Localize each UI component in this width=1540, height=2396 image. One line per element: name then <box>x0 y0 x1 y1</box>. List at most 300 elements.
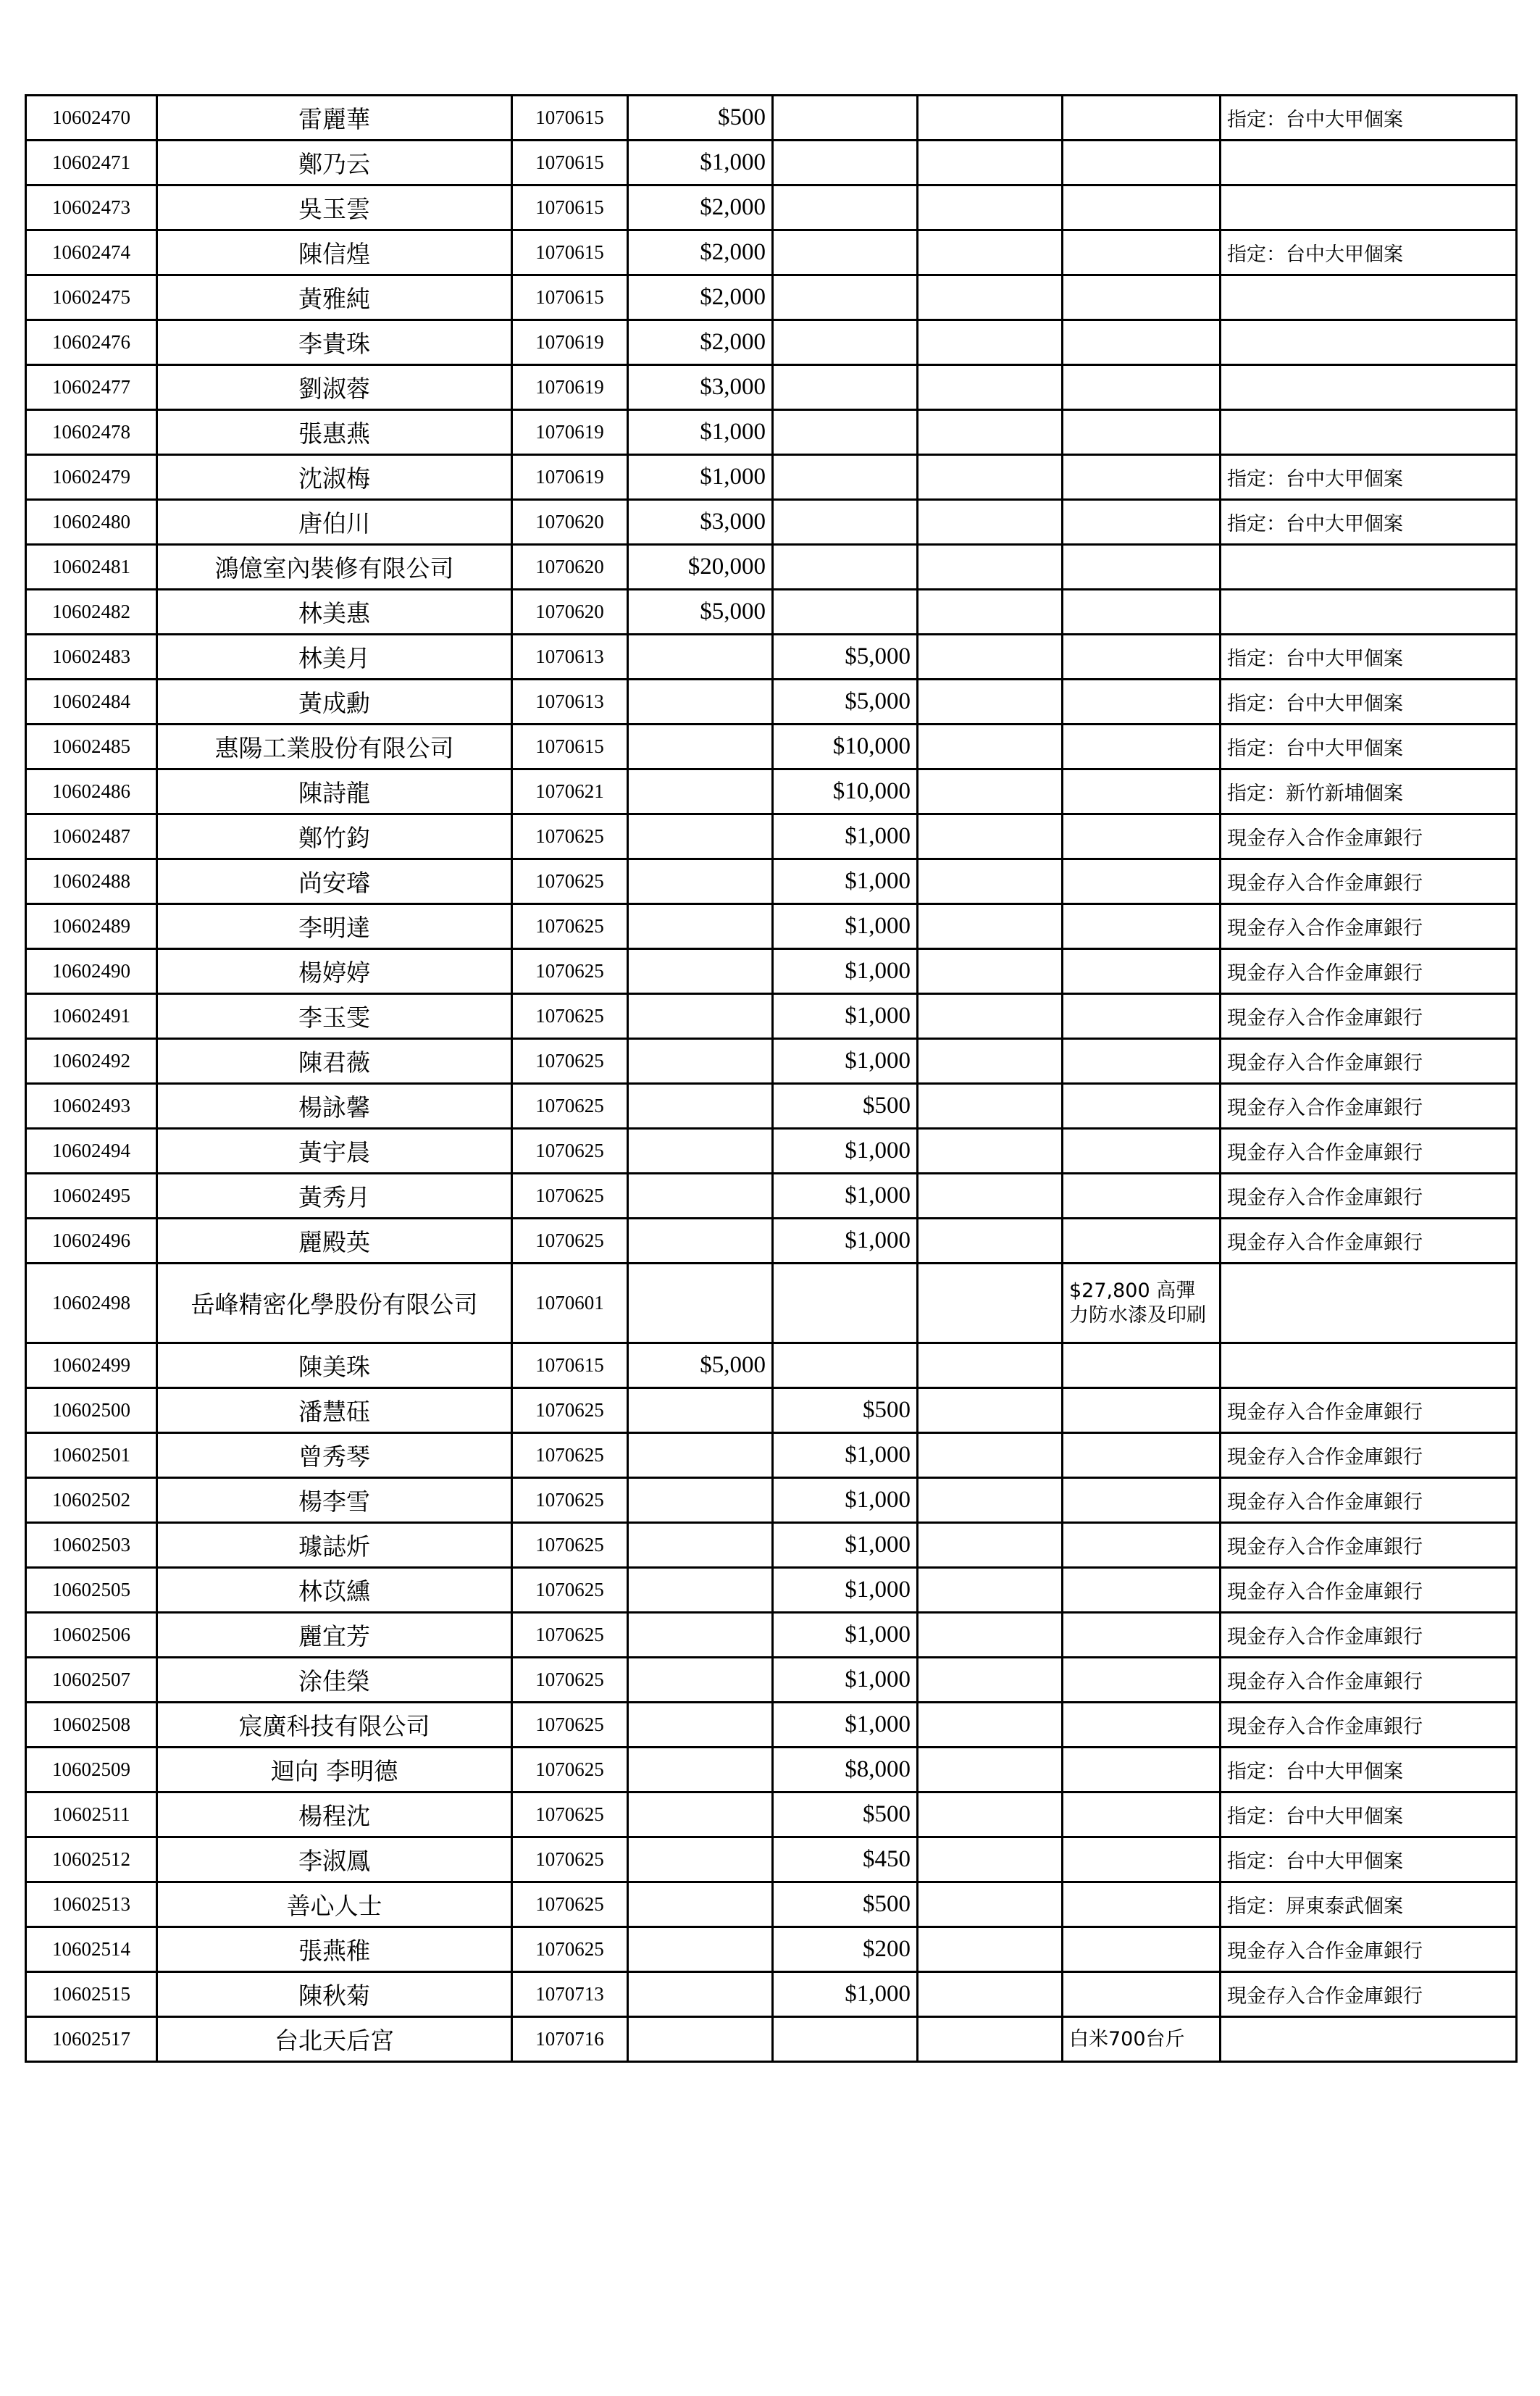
table-row <box>26 725 1517 769</box>
empty-cell <box>918 455 1063 500</box>
amount-cell-b: $500 <box>773 1882 918 1927</box>
note-cell <box>1221 365 1517 410</box>
donation-date-cell: 1070625 <box>512 1882 628 1927</box>
amount-cell-a: $2,000 <box>628 230 773 275</box>
receipt-number-cell: 10602489 <box>26 904 157 949</box>
amount-cell-a <box>628 1658 773 1703</box>
amount-cell-b: $1,000 <box>773 1433 918 1478</box>
note-cell <box>1221 545 1517 590</box>
in-kind-goods-cell <box>1063 185 1221 230</box>
donor-name-cell: 善心人士 <box>157 1882 512 1927</box>
empty-cell <box>918 725 1063 769</box>
in-kind-goods-cell <box>1063 994 1221 1039</box>
amount-cell-a: $2,000 <box>628 320 773 365</box>
amount-cell-b: $1,000 <box>773 994 918 1039</box>
note-cell: 現金存入合作金庫銀行 <box>1221 1084 1517 1129</box>
donor-name-cell: 陳秋菊 <box>157 1972 512 2017</box>
donation-date-cell: 1070625 <box>512 859 628 904</box>
receipt-number-cell: 10602509 <box>26 1748 157 1792</box>
note-cell: 現金存入合作金庫銀行 <box>1221 1129 1517 1174</box>
receipt-number-cell: 10602498 <box>26 1264 157 1343</box>
amount-cell-b <box>773 1264 918 1343</box>
amount-cell-a <box>628 1174 773 1219</box>
amount-cell-a <box>628 1039 773 1084</box>
table-row <box>26 635 1517 680</box>
amount-cell-a: $2,000 <box>628 185 773 230</box>
in-kind-goods-cell <box>1063 1703 1221 1748</box>
empty-cell <box>918 814 1063 859</box>
receipt-number-cell: 10602496 <box>26 1219 157 1264</box>
donation-date-cell: 1070625 <box>512 994 628 1039</box>
in-kind-goods-cell: $27,800 高彈力防水漆及印刷 <box>1063 1264 1221 1343</box>
table-row <box>26 680 1517 725</box>
note-cell: 現金存入合作金庫銀行 <box>1221 1219 1517 1264</box>
amount-cell-b <box>773 141 918 185</box>
table-row <box>26 500 1517 545</box>
table-row <box>26 1039 1517 1084</box>
empty-cell <box>918 230 1063 275</box>
empty-cell <box>918 2017 1063 2062</box>
amount-cell-a <box>628 994 773 1039</box>
receipt-number-cell: 10602477 <box>26 365 157 410</box>
amount-cell-b: $500 <box>773 1388 918 1433</box>
amount-cell-a <box>628 1748 773 1792</box>
note-cell: 指定：台中大甲個案 <box>1221 1837 1517 1882</box>
receipt-number-cell: 10602503 <box>26 1523 157 1568</box>
in-kind-goods-cell <box>1063 1792 1221 1837</box>
donation-date-cell: 1070625 <box>512 1658 628 1703</box>
in-kind-goods-cell <box>1063 1219 1221 1264</box>
table-row <box>26 410 1517 455</box>
receipt-number-cell: 10602512 <box>26 1837 157 1882</box>
note-cell: 指定：台中大甲個案 <box>1221 680 1517 725</box>
table-row <box>26 1129 1517 1174</box>
receipt-number-cell: 10602506 <box>26 1613 157 1658</box>
donation-date-cell: 1070619 <box>512 410 628 455</box>
donor-name-cell: 張惠燕 <box>157 410 512 455</box>
amount-cell-b <box>773 1343 918 1388</box>
amount-cell-a: $500 <box>628 96 773 141</box>
donation-date-cell: 1070625 <box>512 1748 628 1792</box>
empty-cell <box>918 275 1063 320</box>
empty-cell <box>918 1343 1063 1388</box>
in-kind-goods-cell <box>1063 635 1221 680</box>
donation-date-cell: 1070625 <box>512 1129 628 1174</box>
in-kind-goods-cell <box>1063 410 1221 455</box>
empty-cell <box>918 1219 1063 1264</box>
donor-name-cell: 麗殿英 <box>157 1219 512 1264</box>
empty-cell <box>918 1748 1063 1792</box>
table-row <box>26 1174 1517 1219</box>
receipt-number-cell: 10602515 <box>26 1972 157 2017</box>
receipt-number-cell: 10602507 <box>26 1658 157 1703</box>
receipt-number-cell: 10602486 <box>26 769 157 814</box>
amount-cell-b: $1,000 <box>773 1703 918 1748</box>
ledger-body <box>26 96 1517 2062</box>
donor-name-cell: 黃雅純 <box>157 275 512 320</box>
amount-cell-b: $10,000 <box>773 769 918 814</box>
in-kind-goods-cell <box>1063 455 1221 500</box>
donation-date-cell: 1070615 <box>512 725 628 769</box>
receipt-number-cell: 10602501 <box>26 1433 157 1478</box>
empty-cell <box>918 994 1063 1039</box>
in-kind-goods-cell <box>1063 725 1221 769</box>
donor-name-cell: 陳信煌 <box>157 230 512 275</box>
table-row <box>26 1084 1517 1129</box>
amount-cell-b: $450 <box>773 1837 918 1882</box>
donation-date-cell: 1070613 <box>512 680 628 725</box>
donor-name-cell: 宸廣科技有限公司 <box>157 1703 512 1748</box>
donation-date-cell: 1070620 <box>512 500 628 545</box>
note-cell: 指定：台中大甲個案 <box>1221 1792 1517 1837</box>
note-cell <box>1221 590 1517 635</box>
donation-date-cell: 1070625 <box>512 1613 628 1658</box>
amount-cell-b: $1,000 <box>773 1039 918 1084</box>
donor-name-cell: 林美惠 <box>157 590 512 635</box>
amount-cell-b: $5,000 <box>773 635 918 680</box>
empty-cell <box>918 545 1063 590</box>
in-kind-goods-cell <box>1063 1568 1221 1613</box>
note-cell: 現金存入合作金庫銀行 <box>1221 814 1517 859</box>
amount-cell-b: $1,000 <box>773 1972 918 2017</box>
receipt-number-cell: 10602483 <box>26 635 157 680</box>
donation-date-cell: 1070625 <box>512 1478 628 1523</box>
empty-cell <box>918 1433 1063 1478</box>
table-row <box>26 1927 1517 1972</box>
donation-date-cell: 1070625 <box>512 1219 628 1264</box>
in-kind-goods-cell <box>1063 1129 1221 1174</box>
amount-cell-a <box>628 1264 773 1343</box>
note-cell: 現金存入合作金庫銀行 <box>1221 1478 1517 1523</box>
amount-cell-b: $1,000 <box>773 1568 918 1613</box>
receipt-number-cell: 10602482 <box>26 590 157 635</box>
empty-cell <box>918 1084 1063 1129</box>
amount-cell-b: $1,000 <box>773 904 918 949</box>
note-cell <box>1221 275 1517 320</box>
donor-name-cell: 林苡纁 <box>157 1568 512 1613</box>
empty-cell <box>918 1792 1063 1837</box>
note-cell <box>1221 2017 1517 2062</box>
amount-cell-a <box>628 1882 773 1927</box>
empty-cell <box>918 1388 1063 1433</box>
table-row <box>26 320 1517 365</box>
donation-date-cell: 1070615 <box>512 230 628 275</box>
in-kind-goods-cell <box>1063 545 1221 590</box>
amount-cell-a <box>628 949 773 994</box>
donation-date-cell: 1070716 <box>512 2017 628 2062</box>
donor-name-cell: 潘慧砡 <box>157 1388 512 1433</box>
amount-cell-b: $500 <box>773 1792 918 1837</box>
empty-cell <box>918 1174 1063 1219</box>
table-row <box>26 1523 1517 1568</box>
receipt-number-cell: 10602502 <box>26 1478 157 1523</box>
note-cell: 現金存入合作金庫銀行 <box>1221 1658 1517 1703</box>
in-kind-goods-cell <box>1063 1174 1221 1219</box>
donation-date-cell: 1070620 <box>512 545 628 590</box>
donation-date-cell: 1070625 <box>512 949 628 994</box>
donor-name-cell: 涂佳榮 <box>157 1658 512 1703</box>
donation-date-cell: 1070625 <box>512 1927 628 1972</box>
amount-cell-a <box>628 2017 773 2062</box>
empty-cell <box>918 1568 1063 1613</box>
empty-cell <box>918 1478 1063 1523</box>
empty-cell <box>918 1927 1063 1972</box>
donor-name-cell: 台北天后宮 <box>157 2017 512 2062</box>
donation-date-cell: 1070615 <box>512 185 628 230</box>
empty-cell <box>918 1613 1063 1658</box>
amount-cell-b <box>773 185 918 230</box>
note-cell: 現金存入合作金庫銀行 <box>1221 904 1517 949</box>
note-cell: 現金存入合作金庫銀行 <box>1221 1927 1517 1972</box>
amount-cell-a <box>628 1084 773 1129</box>
receipt-number-cell: 10602490 <box>26 949 157 994</box>
donation-date-cell: 1070625 <box>512 1568 628 1613</box>
empty-cell <box>918 1972 1063 2017</box>
amount-cell-a: $20,000 <box>628 545 773 590</box>
in-kind-goods-cell <box>1063 1039 1221 1084</box>
in-kind-goods-cell <box>1063 1882 1221 1927</box>
note-cell: 指定：台中大甲個案 <box>1221 500 1517 545</box>
donor-name-cell: 劉淑蓉 <box>157 365 512 410</box>
donation-date-cell: 1070625 <box>512 1837 628 1882</box>
empty-cell <box>918 1039 1063 1084</box>
amount-cell-a <box>628 1129 773 1174</box>
note-cell: 現金存入合作金庫銀行 <box>1221 1433 1517 1478</box>
donor-name-cell: 尚安璿 <box>157 859 512 904</box>
amount-cell-a: $1,000 <box>628 410 773 455</box>
in-kind-goods-cell <box>1063 814 1221 859</box>
receipt-number-cell: 10602505 <box>26 1568 157 1613</box>
amount-cell-a <box>628 725 773 769</box>
receipt-number-cell: 10602500 <box>26 1388 157 1433</box>
amount-cell-a <box>628 1792 773 1837</box>
donation-date-cell: 1070625 <box>512 1433 628 1478</box>
in-kind-goods-cell <box>1063 1613 1221 1658</box>
empty-cell <box>918 500 1063 545</box>
table-row <box>26 1703 1517 1748</box>
amount-cell-b <box>773 365 918 410</box>
note-cell: 現金存入合作金庫銀行 <box>1221 1174 1517 1219</box>
amount-cell-a: $1,000 <box>628 141 773 185</box>
amount-cell-a: $5,000 <box>628 1343 773 1388</box>
receipt-number-cell: 10602491 <box>26 994 157 1039</box>
amount-cell-a <box>628 1478 773 1523</box>
note-cell <box>1221 410 1517 455</box>
empty-cell <box>918 1523 1063 1568</box>
donor-name-cell: 鄭竹鈞 <box>157 814 512 859</box>
note-cell <box>1221 1343 1517 1388</box>
amount-cell-a <box>628 680 773 725</box>
amount-cell-a <box>628 1837 773 1882</box>
note-cell: 現金存入合作金庫銀行 <box>1221 1039 1517 1084</box>
amount-cell-b: $1,000 <box>773 814 918 859</box>
empty-cell <box>918 141 1063 185</box>
amount-cell-a <box>628 1433 773 1478</box>
in-kind-goods-cell <box>1063 1433 1221 1478</box>
note-cell: 現金存入合作金庫銀行 <box>1221 994 1517 1039</box>
table-row <box>26 141 1517 185</box>
in-kind-goods-cell <box>1063 680 1221 725</box>
table-row <box>26 1658 1517 1703</box>
empty-cell <box>918 590 1063 635</box>
empty-cell <box>918 859 1063 904</box>
receipt-number-cell: 10602495 <box>26 1174 157 1219</box>
in-kind-goods-cell <box>1063 1478 1221 1523</box>
table-row <box>26 904 1517 949</box>
receipt-number-cell: 10602478 <box>26 410 157 455</box>
amount-cell-a: $3,000 <box>628 365 773 410</box>
donor-name-cell: 李貴珠 <box>157 320 512 365</box>
table-row <box>26 365 1517 410</box>
donation-date-cell: 1070625 <box>512 814 628 859</box>
in-kind-goods-cell <box>1063 1343 1221 1388</box>
table-row <box>26 2017 1517 2062</box>
in-kind-goods-cell <box>1063 275 1221 320</box>
table-row <box>26 1748 1517 1792</box>
table-row <box>26 1972 1517 2017</box>
receipt-number-cell: 10602480 <box>26 500 157 545</box>
empty-cell <box>918 1703 1063 1748</box>
receipt-number-cell: 10602513 <box>26 1882 157 1927</box>
in-kind-goods-cell <box>1063 1388 1221 1433</box>
receipt-number-cell: 10602487 <box>26 814 157 859</box>
table-row <box>26 1882 1517 1927</box>
empty-cell <box>918 410 1063 455</box>
empty-cell <box>918 1837 1063 1882</box>
receipt-number-cell: 10602514 <box>26 1927 157 1972</box>
amount-cell-a: $1,000 <box>628 455 773 500</box>
receipt-number-cell: 10602473 <box>26 185 157 230</box>
donor-name-cell: 麗宜芳 <box>157 1613 512 1658</box>
donor-name-cell: 楊婷婷 <box>157 949 512 994</box>
amount-cell-b: $10,000 <box>773 725 918 769</box>
donation-date-cell: 1070619 <box>512 455 628 500</box>
donor-name-cell: 李淑鳳 <box>157 1837 512 1882</box>
receipt-number-cell: 10602508 <box>26 1703 157 1748</box>
table-row <box>26 949 1517 994</box>
table-row <box>26 590 1517 635</box>
in-kind-goods-cell <box>1063 1658 1221 1703</box>
receipt-number-cell: 10602474 <box>26 230 157 275</box>
donor-name-cell: 雷麗華 <box>157 96 512 141</box>
in-kind-goods-cell <box>1063 1748 1221 1792</box>
amount-cell-b: $1,000 <box>773 1658 918 1703</box>
table-row <box>26 1613 1517 1658</box>
note-cell: 指定：台中大甲個案 <box>1221 455 1517 500</box>
table-row <box>26 545 1517 590</box>
donation-date-cell: 1070615 <box>512 141 628 185</box>
table-row <box>26 1837 1517 1882</box>
in-kind-goods-cell <box>1063 365 1221 410</box>
donation-date-cell: 1070619 <box>512 320 628 365</box>
amount-cell-a <box>628 1523 773 1568</box>
in-kind-goods-cell <box>1063 500 1221 545</box>
note-cell <box>1221 185 1517 230</box>
in-kind-goods-cell <box>1063 904 1221 949</box>
amount-cell-a <box>628 1388 773 1433</box>
donor-name-cell: 黃秀月 <box>157 1174 512 1219</box>
donation-date-cell: 1070615 <box>512 275 628 320</box>
receipt-number-cell: 10602499 <box>26 1343 157 1388</box>
amount-cell-a <box>628 1613 773 1658</box>
receipt-number-cell: 10602475 <box>26 275 157 320</box>
note-cell <box>1221 320 1517 365</box>
note-cell: 現金存入合作金庫銀行 <box>1221 859 1517 904</box>
amount-cell-b: $1,000 <box>773 1219 918 1264</box>
donation-date-cell: 1070621 <box>512 769 628 814</box>
table-row <box>26 230 1517 275</box>
donor-name-cell: 楊詠馨 <box>157 1084 512 1129</box>
donor-name-cell: 楊李雪 <box>157 1478 512 1523</box>
receipt-number-cell: 10602492 <box>26 1039 157 1084</box>
empty-cell <box>918 1264 1063 1343</box>
in-kind-goods-cell <box>1063 1837 1221 1882</box>
table-row <box>26 96 1517 141</box>
empty-cell <box>918 680 1063 725</box>
table-row <box>26 814 1517 859</box>
table-row <box>26 185 1517 230</box>
amount-cell-b <box>773 275 918 320</box>
donor-name-cell: 陳美珠 <box>157 1343 512 1388</box>
note-cell <box>1221 1264 1517 1343</box>
donor-name-cell: 張燕稚 <box>157 1927 512 1972</box>
note-cell: 現金存入合作金庫銀行 <box>1221 1388 1517 1433</box>
table-row <box>26 1478 1517 1523</box>
donor-name-cell: 黃成勳 <box>157 680 512 725</box>
table-row <box>26 1792 1517 1837</box>
note-cell: 指定：台中大甲個案 <box>1221 725 1517 769</box>
receipt-number-cell: 10602476 <box>26 320 157 365</box>
donation-date-cell: 1070601 <box>512 1264 628 1343</box>
donor-name-cell: 陳詩龍 <box>157 769 512 814</box>
table-row <box>26 994 1517 1039</box>
amount-cell-b <box>773 96 918 141</box>
donation-date-cell: 1070625 <box>512 1084 628 1129</box>
amount-cell-b <box>773 500 918 545</box>
in-kind-goods-cell <box>1063 859 1221 904</box>
receipt-number-cell: 10602493 <box>26 1084 157 1129</box>
table-row <box>26 1264 1517 1343</box>
amount-cell-a <box>628 904 773 949</box>
in-kind-goods-cell <box>1063 1972 1221 2017</box>
receipt-number-cell: 10602494 <box>26 1129 157 1174</box>
amount-cell-a: $5,000 <box>628 590 773 635</box>
receipt-number-cell: 10602470 <box>26 96 157 141</box>
table-row <box>26 859 1517 904</box>
note-cell: 現金存入合作金庫銀行 <box>1221 1613 1517 1658</box>
table-row <box>26 1433 1517 1478</box>
empty-cell <box>918 949 1063 994</box>
in-kind-goods-cell <box>1063 230 1221 275</box>
empty-cell <box>918 1658 1063 1703</box>
receipt-number-cell: 10602485 <box>26 725 157 769</box>
amount-cell-b: $1,000 <box>773 1129 918 1174</box>
empty-cell <box>918 320 1063 365</box>
note-cell: 指定：屏東泰武個案 <box>1221 1882 1517 1927</box>
amount-cell-a <box>628 1703 773 1748</box>
in-kind-goods-cell <box>1063 141 1221 185</box>
in-kind-goods-cell <box>1063 1927 1221 1972</box>
donor-name-cell: 迴向 李明德 <box>157 1748 512 1792</box>
amount-cell-b: $5,000 <box>773 680 918 725</box>
donation-date-cell: 1070625 <box>512 1792 628 1837</box>
donor-name-cell: 楊程沈 <box>157 1792 512 1837</box>
donor-name-cell: 李玉雯 <box>157 994 512 1039</box>
amount-cell-b <box>773 230 918 275</box>
note-cell: 指定：台中大甲個案 <box>1221 96 1517 141</box>
empty-cell <box>918 1129 1063 1174</box>
note-cell: 指定：台中大甲個案 <box>1221 635 1517 680</box>
